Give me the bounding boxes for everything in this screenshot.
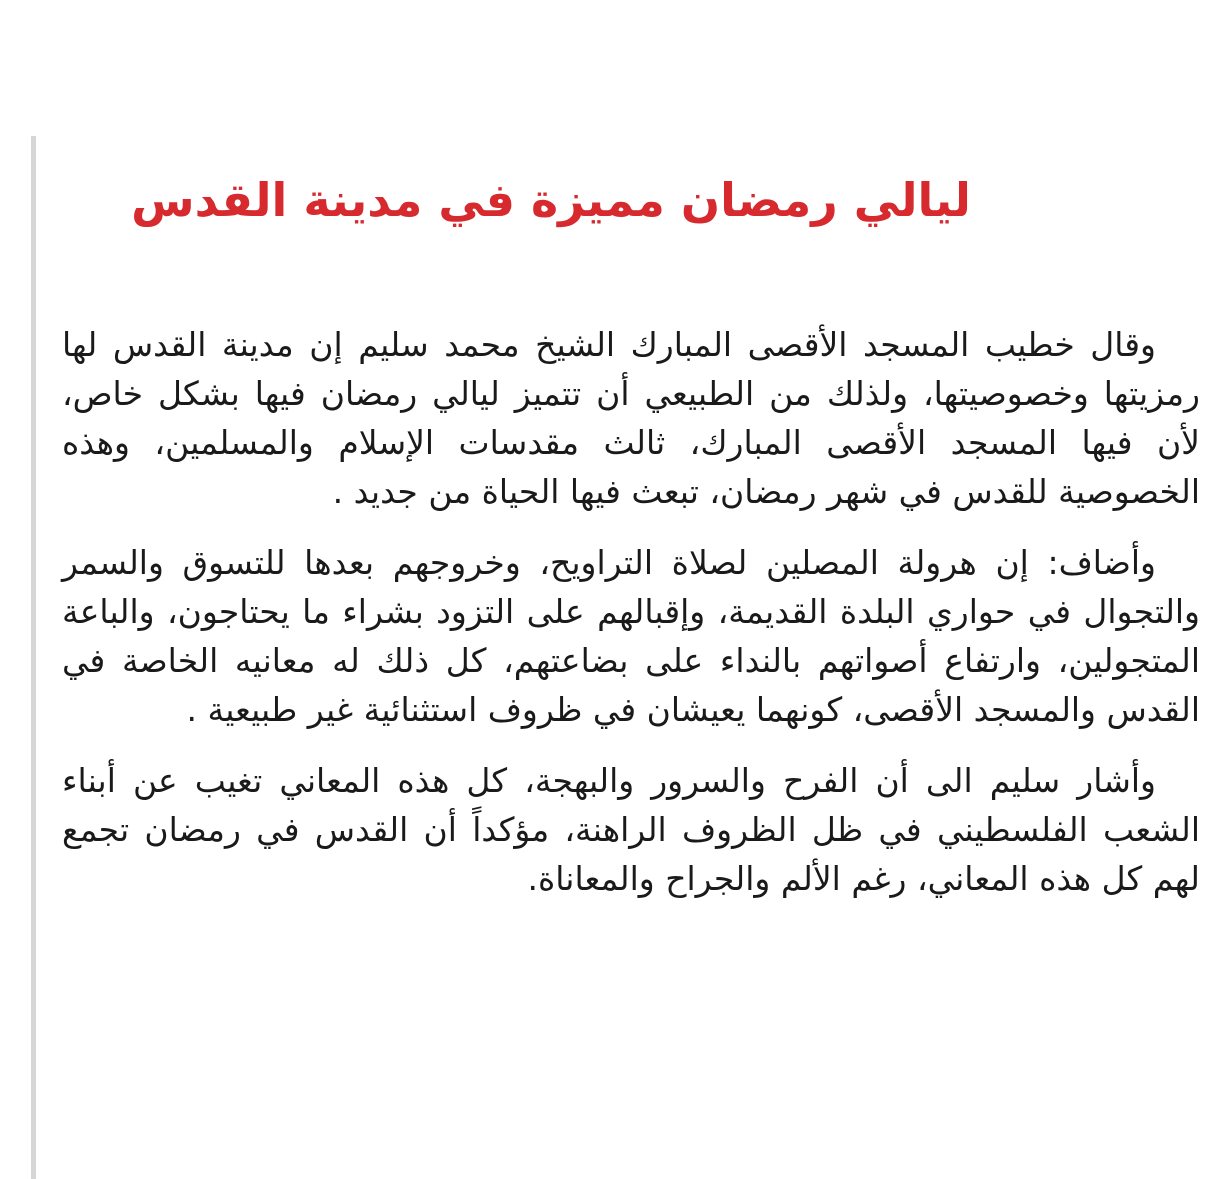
article-paragraph-2: وأضاف: إن هرولة المصلين لصلاة التراويح، وخروجهم بعدها للتسوق والسمر والتجوال في حواري البلدة القديمة، وإقبالهم على التزود بشراء ما يحتاجون، والباعة المتجولين، وارتفاع أصواتهم بالنداء على بضاعتهم، كل ذلك له معانيه الخاصة في القدس والمسجد الأقصى، كونهما يعيشان في ظروف استثنائية غير طبيعية . xyxy=(62,543,1200,729)
news-article xyxy=(62,150,1200,903)
article-paragraph-3: وأشار سليم الى أن الفرح والسرور والبهجة، كل هذه المعاني تغيب عن أبناء الشعب الفلسطيني في ظل الظروف الراهنة، مؤكداً أن القدس في رمضان تجمع لهم كل هذه المعاني، رغم الألم والجراح والمعاناة. xyxy=(62,761,1200,898)
article-headline: ليالي رمضان مميزة في مدينة القدس xyxy=(131,173,971,227)
column-divider-rule xyxy=(31,136,36,1179)
article-paragraph-1: وقال خطيب المسجد الأقصى المبارك الشيخ محمد سليم إن مدينة القدس لها رمزيتها وخصوصيتها، ولذلك من الطبيعي أن تتميز ليالي رمضان فيها بشكل خاص، لأن فيها المسجد الأقصى المبارك، ثالث مقدسات الإسلام والمسلمين، وهذه الخصوصية للقدس في شهر رمضان، تبعث فيها الحياة من جديد . xyxy=(62,325,1200,511)
